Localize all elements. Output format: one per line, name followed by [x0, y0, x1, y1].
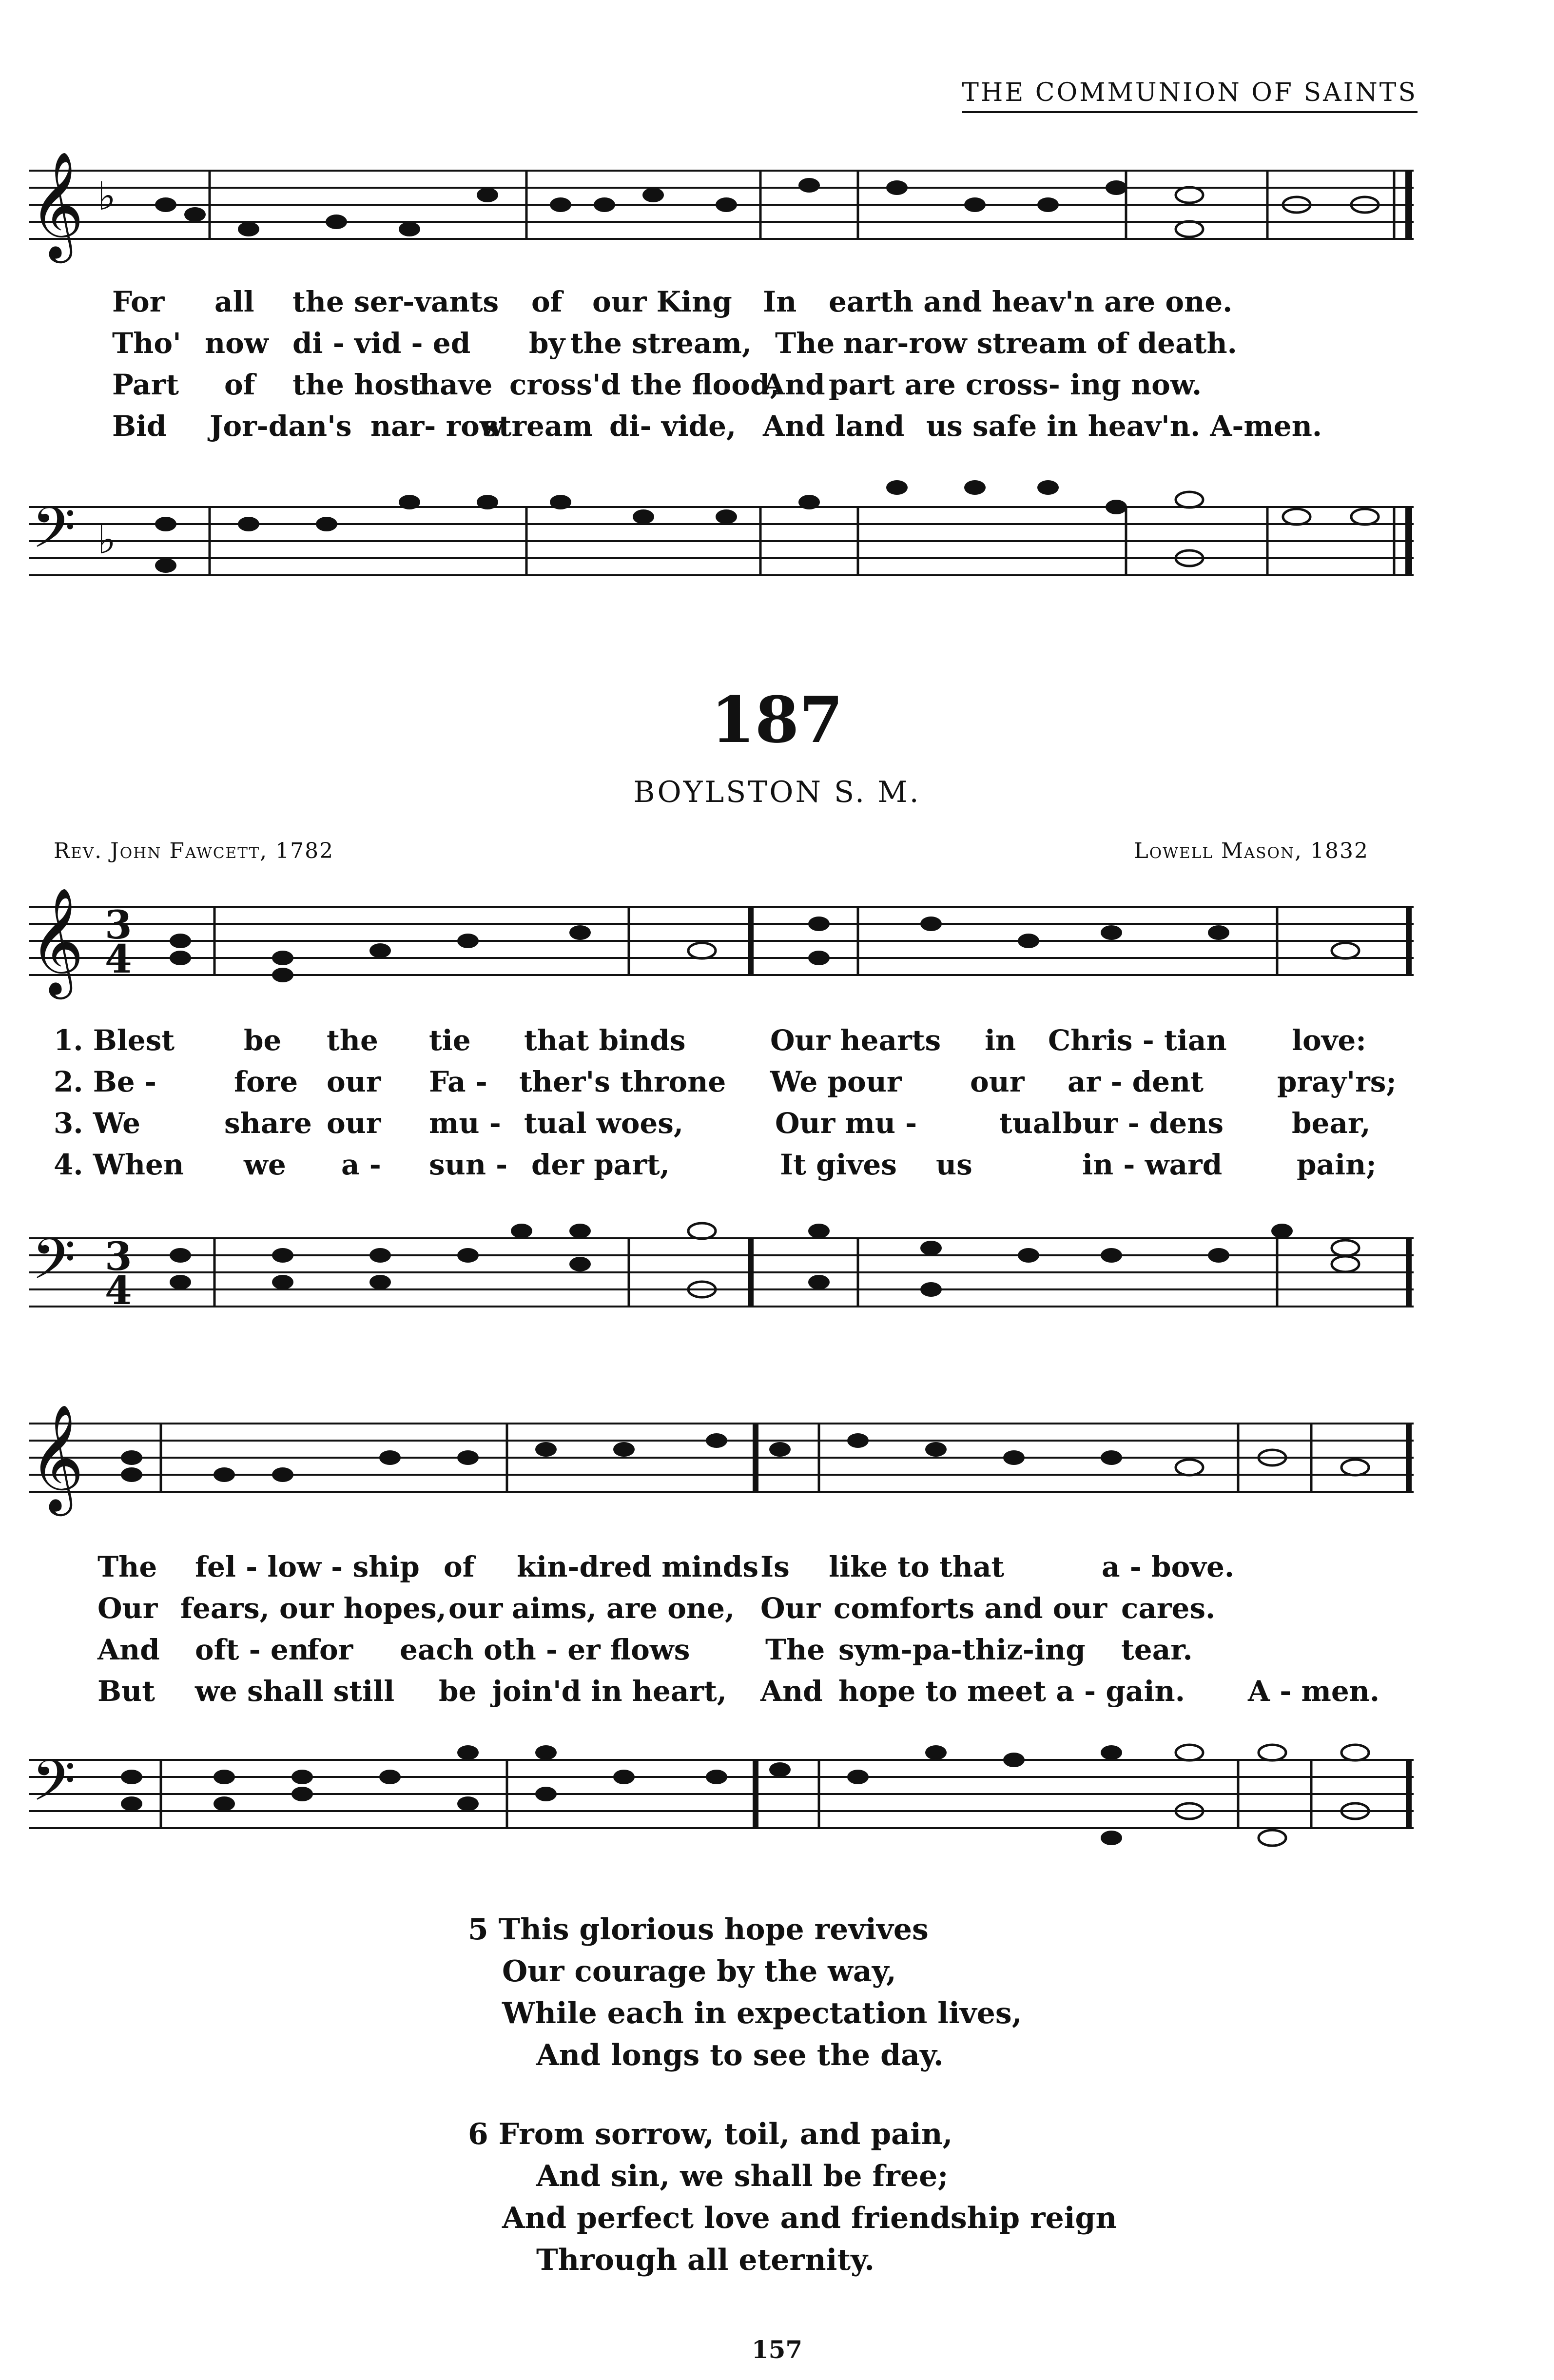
verse-line: Bid Jor-dan's nar- row stream di- vide, And land us safe in heav'n. A-men.	[112, 410, 1322, 443]
verse-line: For all the ser-vants of our King In earth and heav'n are one.	[112, 285, 1233, 318]
time-signature-bottom: 4	[105, 1268, 132, 1313]
verse-line: But we shall still be join'd in heart, And hope to meet a - gain. A - men.	[97, 1675, 1380, 1708]
bass-staff-1	[19, 1204, 1433, 1350]
verse-6: 6 From sorrow, toil, and pain, And sin, we shall be free; And perfect love and friendship reign Through all eternity.	[468, 2117, 1117, 2277]
verse-line: 2. Be - fore our Fa - ther's throne We pour our ar - dent pray'rs;	[54, 1065, 1397, 1098]
composer-credit: Lowell Mason, 1832	[1134, 839, 1369, 863]
time-signature-bottom: 4	[105, 936, 132, 982]
bass-staff-top	[19, 468, 1433, 614]
bass-clef-icon: 𝄢	[32, 1227, 76, 1306]
time-signature-top: 3	[105, 902, 132, 948]
verse-line: Tho' now di - vid - ed by the stream, The nar-row stream of death.	[112, 327, 1237, 360]
verse-line: 1. Blest be the tie that binds Our hearts in Chris - tian love:	[54, 1024, 1366, 1057]
time-signature-top: 3	[105, 1233, 132, 1279]
verse-5: 5 This glorious hope revives Our courage by the way, While each in expectation lives, And longs to see the day.	[468, 1912, 1022, 2072]
treble-staff-1	[19, 873, 1433, 1019]
hymn-number: 187	[711, 683, 843, 757]
verse-line: The fel - low - ship of kin-dred minds Is like to that a - bove.	[97, 1550, 1235, 1583]
bass-clef-icon: 𝄢	[32, 495, 76, 575]
running-head: THE COMMUNION OF SAINTS	[962, 78, 1418, 113]
treble-clef-icon: 𝄞	[29, 151, 84, 258]
bass-clef-icon: 𝄢	[32, 1748, 76, 1828]
verse-line: 3. We share our mu - tual woes, Our mu - tual bur - dens bear,	[54, 1107, 1371, 1140]
treble-clef-icon: 𝄞	[29, 887, 84, 995]
author-credit: Rev. John Fawcett, 1782	[54, 839, 334, 863]
flat-icon: ♭	[97, 517, 116, 563]
verse-line: 4. When we a - sun - der part, It gives us in - ward pain;	[54, 1148, 1377, 1181]
flat-icon: ♭	[97, 174, 116, 219]
verse-line: Part of the host have cross'd the flood, And part are cross- ing now.	[112, 368, 1202, 401]
treble-staff-top	[19, 132, 1433, 293]
treble-staff-2	[19, 1389, 1433, 1536]
tune-name: BOYLSTON S. M.	[633, 775, 921, 809]
bass-staff-2	[19, 1721, 1433, 1867]
verse-line: Our fears, our hopes, our aims, are one, Our comforts and our cares.	[97, 1592, 1216, 1625]
treble-clef-icon: 𝄞	[29, 1404, 84, 1511]
verse-line: And oft - en for each oth - er flows The sym-pa-thiz-ing tear.	[97, 1633, 1193, 1666]
page-number: 157	[751, 2335, 803, 2364]
